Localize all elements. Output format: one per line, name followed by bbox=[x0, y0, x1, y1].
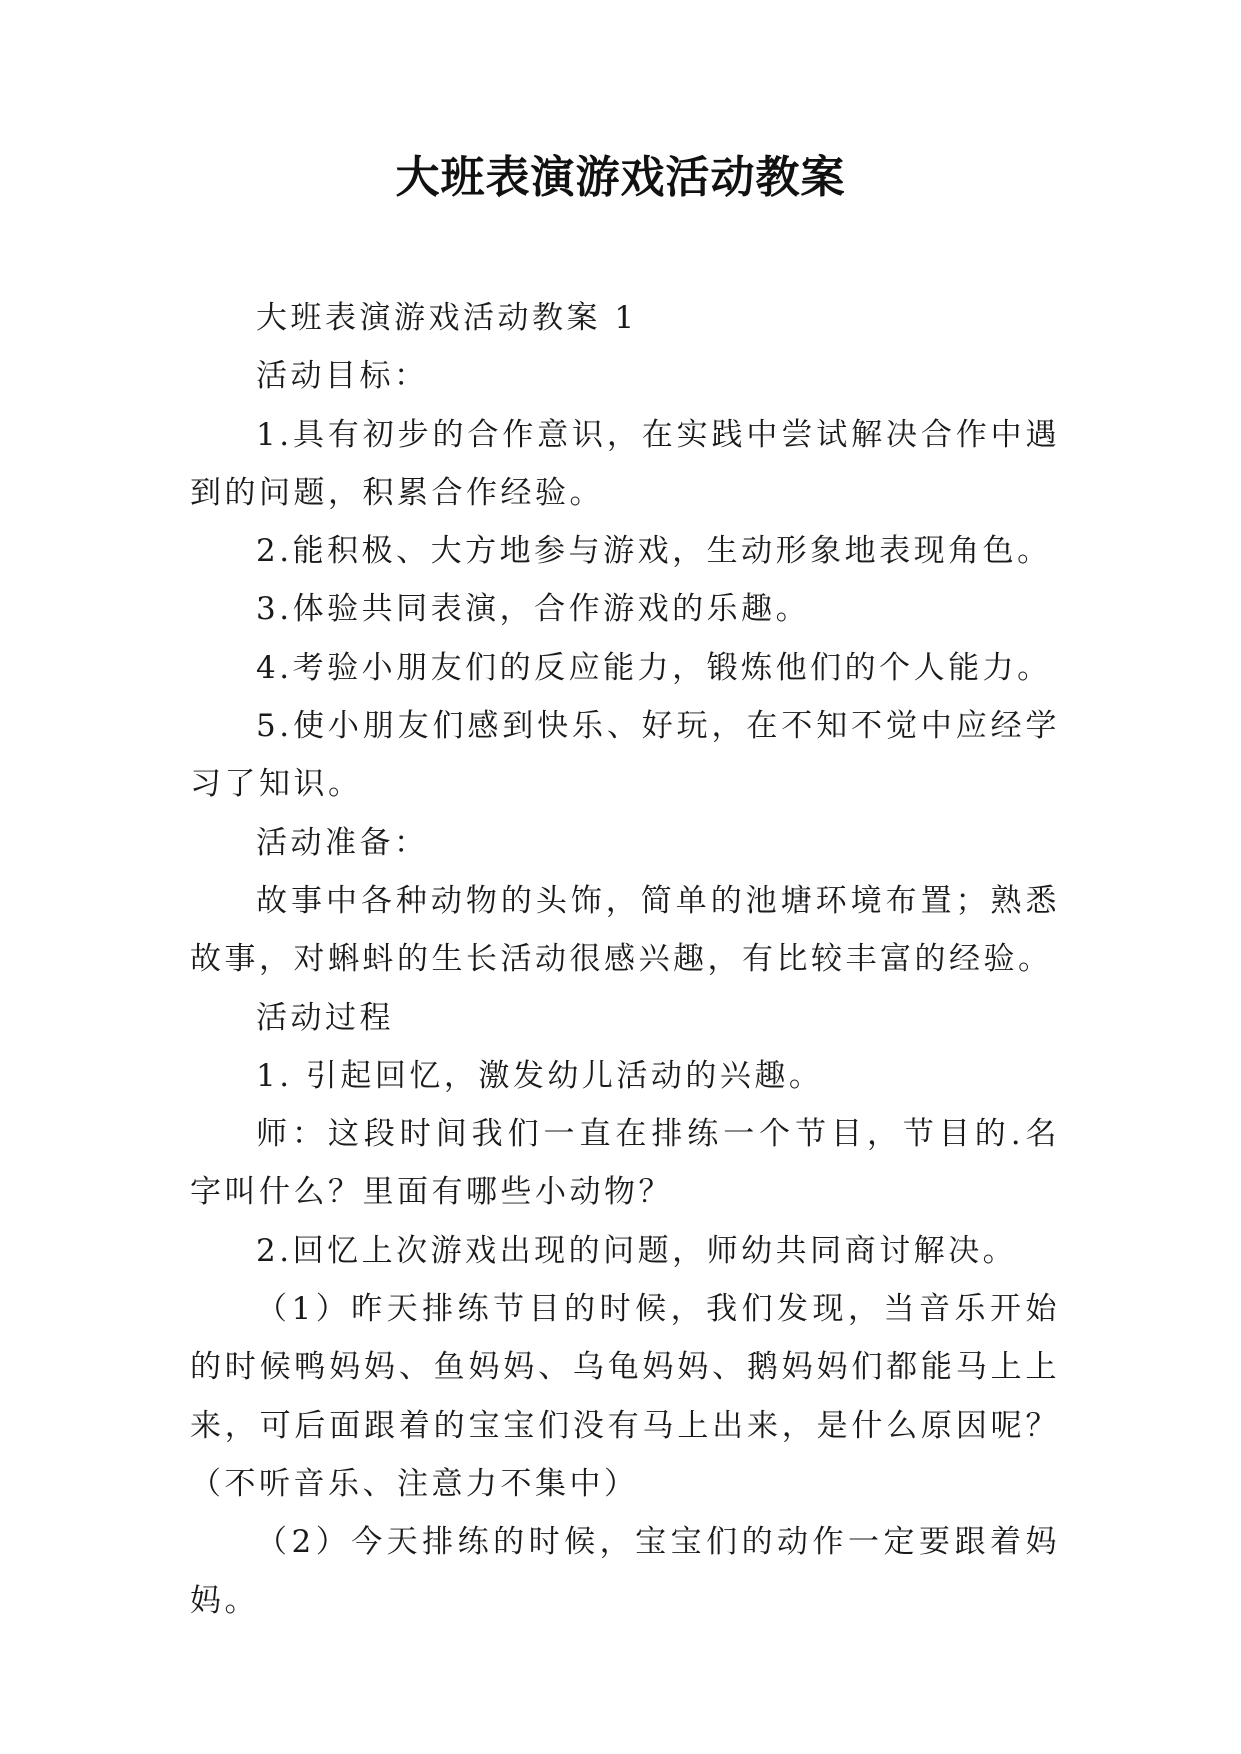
document-title: 大班表演游戏活动教案 bbox=[395, 152, 846, 203]
section-heading: 大班表演游戏活动教案 1 bbox=[256, 300, 638, 336]
process-text: （1）昨天排练节目的时候，我们发现，当音乐开始的时候鸭妈妈、鱼妈妈、乌龟妈妈、鹅妈妈们都能马上上来，可后面跟着的宝宝们没有马上出来，是什么原因呢？（不听音乐、注意力不集中） bbox=[190, 1291, 1060, 1502]
process-step: 1. 引起回忆，激发幼儿活动的兴趣。 bbox=[256, 1057, 824, 1094]
subheading-process: 活动过程 bbox=[256, 999, 394, 1036]
process-step: 2.回忆上次游戏出现的问题，师幼共同商讨解决。 bbox=[256, 1232, 1018, 1269]
objective-item: 1.具有初步的合作意识，在实践中尝试解决合作中遇到的问题，积累合作经验。 bbox=[190, 416, 1060, 511]
objective-item: 4.考验小朋友们的反应能力，锻炼他们的个人能力。 bbox=[256, 649, 1052, 686]
objective-item: 2.能积极、大方地参与游戏，生动形象地表现角色。 bbox=[256, 533, 1052, 570]
preparation-text: 故事中各种动物的头饰，简单的池塘环境布置；熟悉故事，对蝌蚪的生长活动很感兴趣，有比较丰富的经验。 bbox=[190, 882, 1060, 978]
subheading-objectives: 活动目标： bbox=[256, 358, 429, 395]
objective-item: 5.使小朋友们感到快乐、好玩，在不知不觉中应经学习了知识。 bbox=[190, 708, 1060, 803]
process-text: 师：这段时间我们一直在排练一个节目，节目的.名字叫什么？里面有哪些小动物？ bbox=[190, 1116, 1060, 1211]
process-text: （2）今天排练的时候，宝宝们的动作一定要跟着妈妈。 bbox=[190, 1524, 1060, 1619]
objective-item: 3.体验共同表演，合作游戏的乐趣。 bbox=[256, 591, 811, 628]
document-body bbox=[190, 289, 1060, 1630]
subheading-preparation: 活动准备： bbox=[256, 824, 429, 861]
